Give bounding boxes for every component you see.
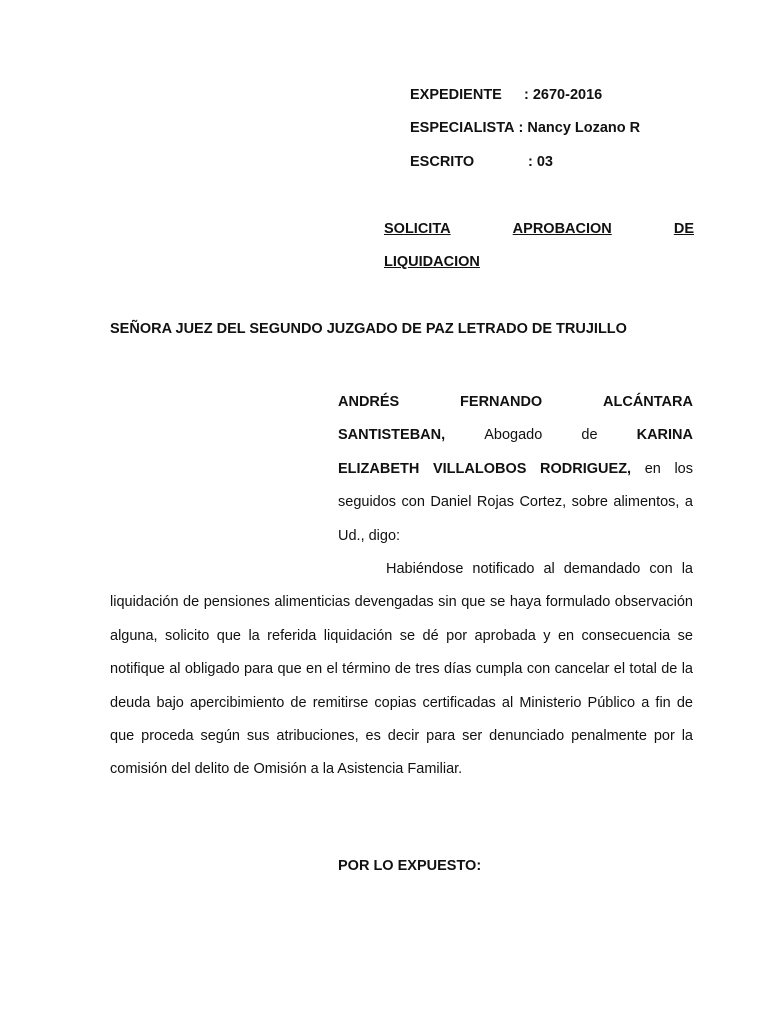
sumilla — [384, 219, 694, 286]
attorney-second-surname: SANTISTEBAN, — [338, 427, 446, 444]
sumilla-word-1: SOLICITA — [384, 221, 451, 237]
especialista-value: : Nancy Lozano R — [518, 120, 641, 137]
attorney-role-of: de — [581, 427, 598, 444]
sumilla-line-2 — [384, 252, 694, 285]
sumilla-word-3: DE — [673, 221, 694, 237]
especialista-label: ESPECIALISTA — [410, 120, 515, 137]
sumilla-word-4: LIQUIDACION — [384, 254, 480, 271]
body-paragraph: Habiéndose notificado al demandado con la liquidación de pensiones alimenticias devengadas sin que se haya formulado observación alguna, solicito que la referida liquidación se dé por aprobada y en consecuencia se notifique al obligado para que en el término de tres días cumpla con cancelar el total de la deuda bajo apercibimiento de remitirse copias certificadas al Ministerio Público a fin de que proceda según sus atribuciones, es decir para ser denunciado penalmente por la comisión del delito de Omisión a la Asistencia Familiar. — [110, 561, 693, 778]
attorney-surname: ALCÁNTARA — [603, 394, 693, 410]
intro-paragraph — [338, 386, 693, 553]
attorney-role: Abogado — [484, 427, 543, 444]
especialista-row — [410, 118, 640, 151]
closing-heading: POR LO EXPUESTO: — [338, 858, 482, 874]
escrito-label: ESCRITO — [410, 153, 475, 170]
escrito-row — [410, 152, 640, 185]
sumilla-line-1 — [384, 219, 694, 252]
addressee: SEÑORA JUEZ DEL SEGUNDO JUZGADO DE PAZ LETRADO DE TRUJILLO — [110, 321, 627, 337]
intro-rest — [338, 453, 693, 553]
expediente-value: : 2670-2016 — [524, 87, 603, 103]
client-first-name: KARINA — [636, 427, 693, 444]
attorney-first-name: ANDRÉS — [338, 394, 400, 410]
escrito-value: : 03 — [528, 153, 553, 170]
expediente-row — [410, 85, 640, 118]
client-full-name: ELIZABETH VILLALOBOS RODRIGUEZ, — [338, 460, 632, 477]
intro-line-2 — [338, 419, 693, 452]
expediente-label: EXPEDIENTE — [410, 87, 502, 103]
intro-text: en los seguidos con Daniel Rojas Cortez, sobre alimentos, a Ud., digo: — [338, 460, 693, 544]
intro-line-1 — [338, 386, 693, 419]
case-header — [410, 85, 640, 185]
sumilla-word-2: APROBACION — [512, 221, 612, 237]
attorney-second-name: FERNANDO — [460, 394, 543, 410]
